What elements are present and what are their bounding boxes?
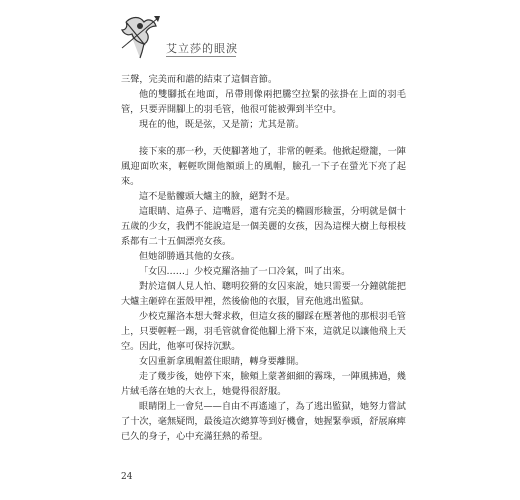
paragraph: 對於這個人見人怕、聰明狡猾的女囚來說，她只需要一分鐘就能把大爐主砸碎在蛋殼甲裡，然後偷他的衣服，冒充他逃出監獄。	[121, 281, 406, 307]
paragraph: 這眼睛、這鼻子、這嘴唇，還有完美的橢圓形臉蛋，分明就是個十五歲的少女，我們不能說這是一個美麗的女孩，因為這棵大樹上每根枝系都有二十五個漂亮女孩。	[121, 206, 406, 247]
paragraph: 女囚重新拿風帽蓋住眼睛，轉身要離開。	[139, 356, 305, 367]
archer-angel-icon	[118, 12, 164, 60]
header-title: 艾立莎的眼淚	[166, 42, 238, 55]
paragraph: 少校克羅洛本想大聲求救，但這女孩的腳踩在壓著他的那根羽毛管上，只要輕輕一踢，羽毛管就會從他腳上滑下來，這就足以讓他飛上天空。因此，他寧可保持沉默。	[121, 311, 406, 352]
paragraph: 這不是骷髏頭大爐主的臉，絕對不是。	[139, 191, 296, 202]
paragraph: 接下來的那一秒，天使腳著地了，非常的輕柔。他掀起燈籠，一陣風迎面吹來，輕輕吹開他額頭上的風帽，臉孔一下子在螢光下亮了起來。	[121, 146, 406, 187]
paragraph: 他的雙腳抵在地面，吊帶則像兩把騰空拉緊的弦掛在上面的羽毛管，只要弄開腳上的羽毛管，他很可能被彈到半空中。	[121, 89, 406, 115]
paragraph: 走了幾步後，她停下來，臉頰上蒙著細細的霧珠，一陣風拂過，幾片絨毛落在她的大衣上，她覺得很舒服。	[121, 371, 406, 397]
page-number: 24	[121, 472, 133, 482]
paragraph: 「女囚……」少校克羅洛抽了一口冷氣，叫了出來。	[139, 266, 351, 277]
paragraph: 眼睛閉上一會兒——自由不再遙遠了，為了逃出監獄，她努力嘗試了十次，毫無疑問，最後這次總算等到好機會，她握緊拳頭，舒展麻痺已久的身子，心中充滿狂熱的希望。	[121, 401, 406, 442]
paragraph: 三聲，完美而和諧的結束了這個音節。	[121, 74, 278, 85]
paragraph: 但她卻勝過其他的女孩。	[139, 251, 241, 262]
body-text	[121, 72, 406, 444]
paragraph: 現在的他，既是弦，又是箭；尤其是箭。	[139, 119, 305, 130]
header-rule	[166, 56, 236, 57]
running-header	[118, 12, 318, 62]
